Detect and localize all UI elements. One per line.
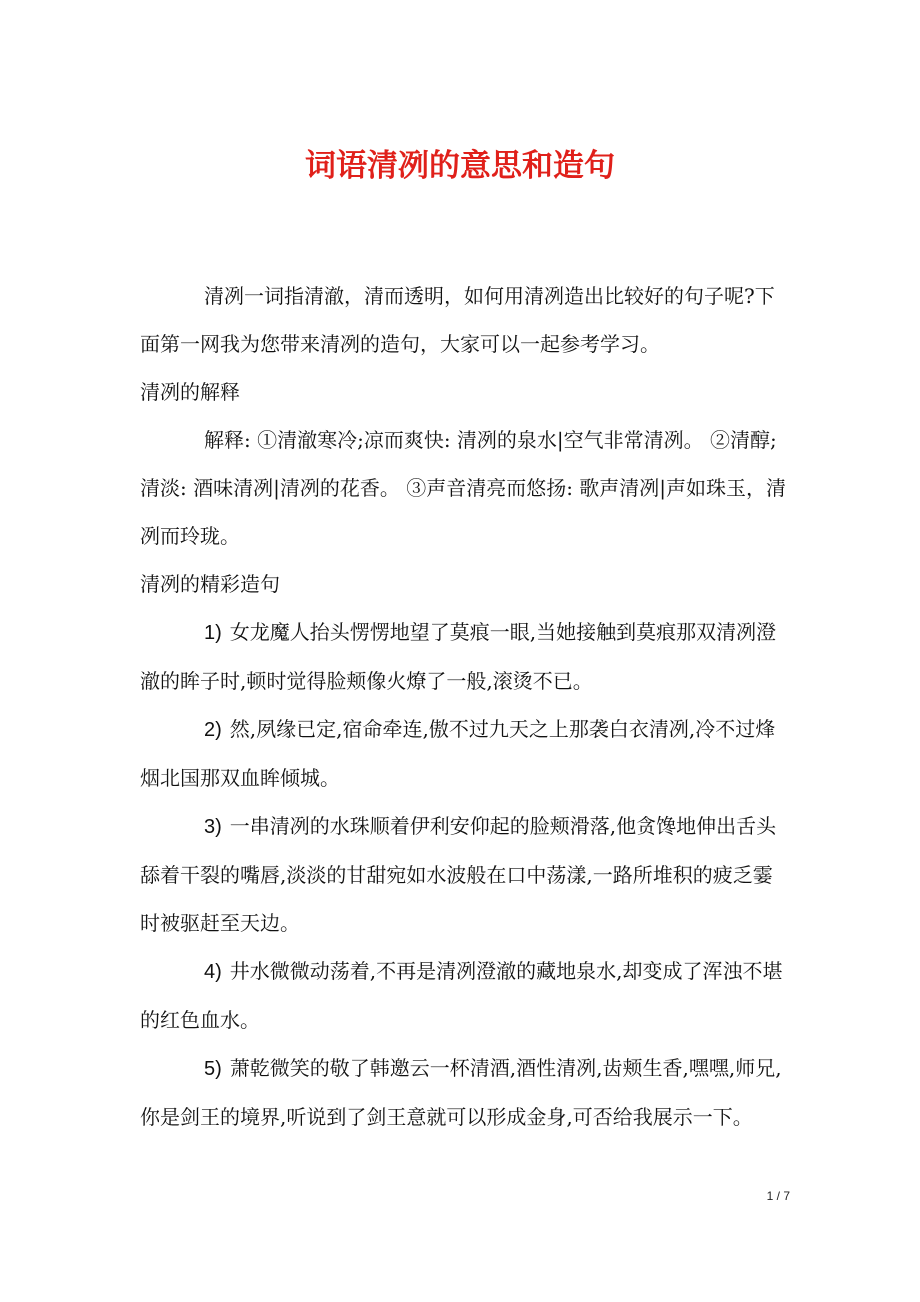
example-number: 2) (204, 719, 222, 741)
intro-paragraph: 清冽一词指清澈，清而透明，如何用清冽造出比较好的句子呢?下面第一网我为您带来清冽的造句，大家可以一起参考学习。 (140, 284, 775, 356)
example-sentence (140, 1044, 788, 1141)
example-text: 女龙魔人抬头愣愣地望了莫痕一眼,当她接触到莫痕那双清冽澄澈的眸子时,顿时觉得脸颊像火燎了一般,滚烫不已。 (140, 620, 777, 693)
examples-heading: 清冽的精彩造句 (140, 572, 280, 596)
document-title: 词语清冽的意思和造句 (305, 148, 615, 184)
example-text: 井水微微动荡着,不再是清冽澄澈的藏地泉水,却变成了浑浊不堪的红色血水。 (140, 959, 783, 1032)
example-text: 一串清冽的水珠顺着伊利安仰起的脸颊滑落,他贪馋地伸出舌头舔着干裂的嘴唇,淡淡的甘甜宛如水波般在口中荡漾,一路所堆积的疲乏霎时被驱赶至天边。 (140, 814, 777, 935)
examples-list (140, 608, 788, 1141)
example-sentence (140, 947, 788, 1044)
explanation-paragraph: 解释: ①清澈寒冷;凉而爽快: 清冽的泉水|空气非常清冽。 ②清醇;清淡: 酒味清冽|清冽的花香。 ③声音清亮而悠扬: 歌声清冽|声如珠玉，清冽而玲珑。 (140, 428, 787, 548)
example-text: 萧乾微笑的敬了韩邀云一杯清酒,酒性清冽,齿颊生香,嘿嘿,师兄,你是剑王的境界,听说到了剑王意就可以形成金身,可否给我展示一下。 (140, 1056, 782, 1129)
example-number: 1) (204, 622, 222, 644)
example-number: 3) (204, 816, 222, 838)
example-number: 5) (204, 1058, 222, 1080)
example-sentence (140, 802, 788, 947)
example-sentence (140, 705, 788, 802)
example-sentence (140, 608, 788, 705)
page-number: 1 / 7 (766, 1189, 790, 1203)
example-number: 4) (204, 961, 222, 983)
example-text: 然,夙缘已定,宿命牵连,傲不过九天之上那袭白衣清冽,冷不过烽烟北国那双血眸倾城。 (140, 717, 776, 790)
explanation-heading: 清冽的解释 (140, 380, 240, 404)
document-body (140, 272, 788, 1141)
